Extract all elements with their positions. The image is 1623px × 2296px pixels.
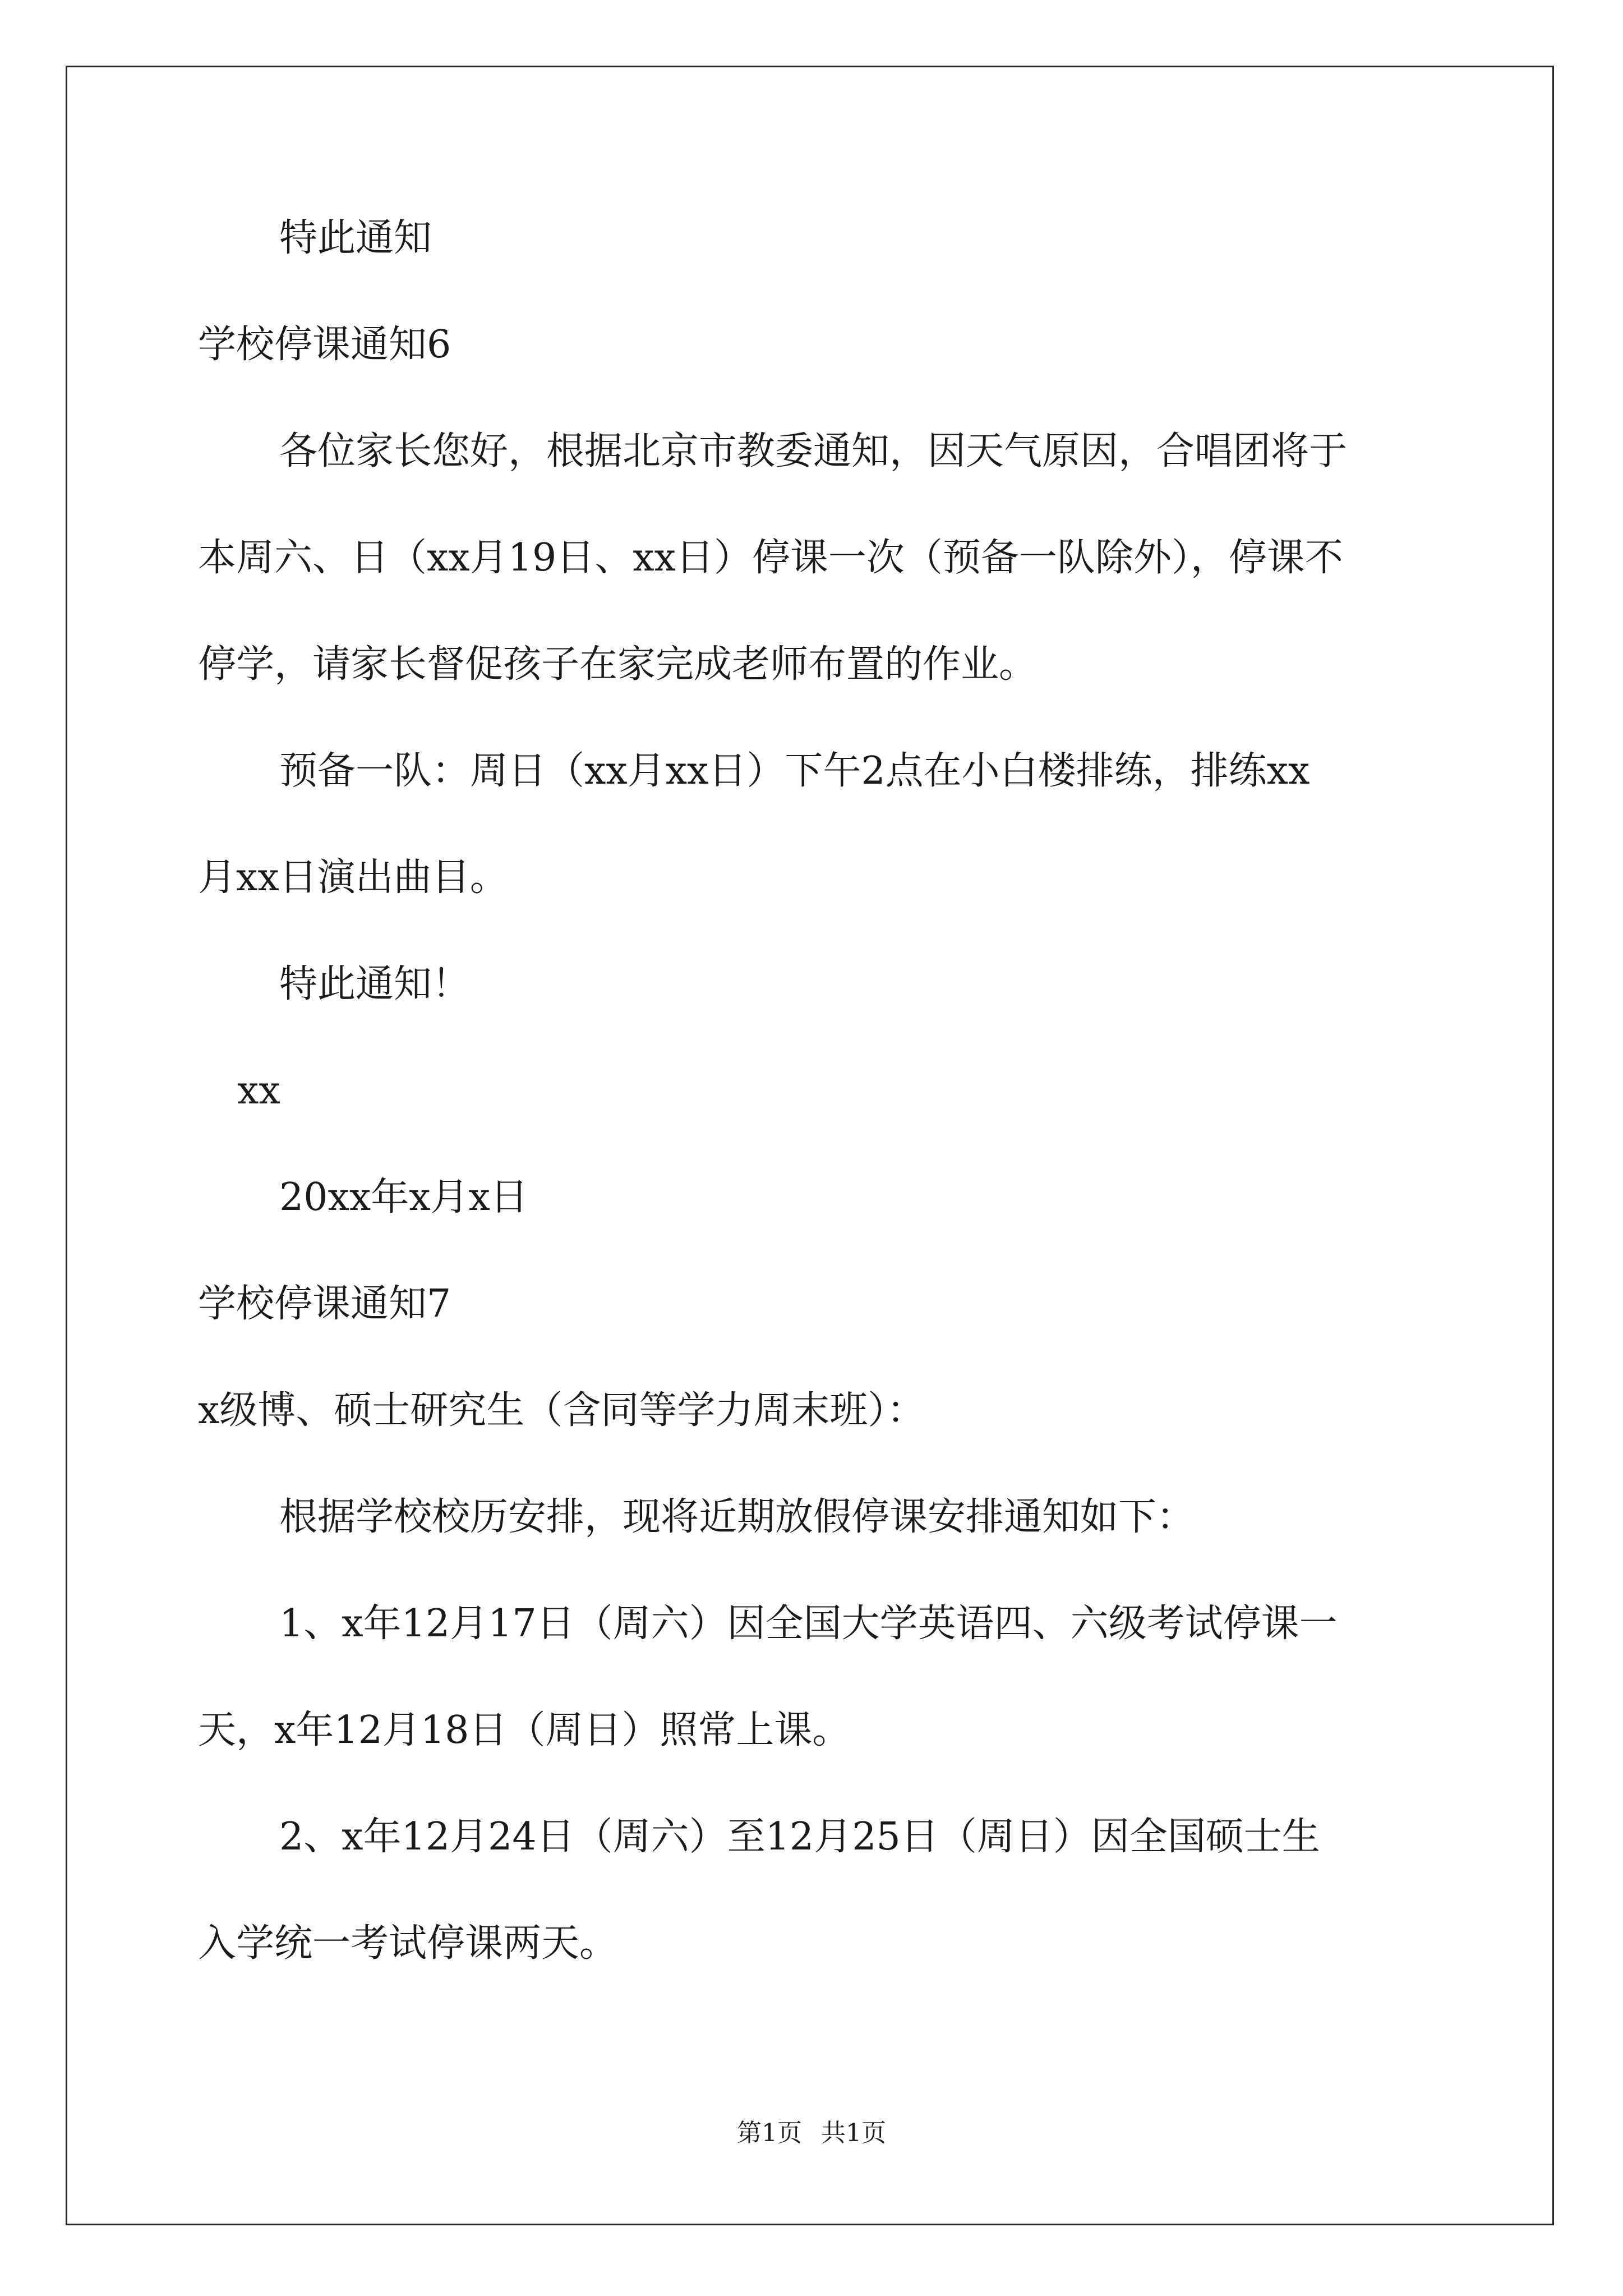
paragraph-line: 各位家长您好，根据北京市教委通知，因天气原因，合唱团将于 xyxy=(279,429,1348,473)
paragraph-line: 月xx日演出曲目。 xyxy=(198,855,508,900)
paragraph-line: 停学，请家长督促孩子在家完成老师布置的作业。 xyxy=(198,642,1038,687)
page-number: 第1页 xyxy=(737,2119,802,2147)
paragraph-line: 入学统一考试停课两天。 xyxy=(198,1921,618,1966)
paragraph-line: 本周六、日（xx月19日、xx日）停课一次（预备一队除外），停课不 xyxy=(198,536,1343,580)
section-heading: 学校停课通知7 xyxy=(198,1282,451,1326)
paragraph-line: 2、x年12月24日（周六）至12月25日（周日）因全国硕士生 xyxy=(279,1815,1320,1859)
closing-notice: 特此通知！ xyxy=(279,962,471,1006)
paragraph-line: 根据学校校历安排，现将近期放假停课安排通知如下： xyxy=(279,1495,1195,1539)
paragraph-line: 天，x年12月18日（周日）照常上课。 xyxy=(198,1708,851,1752)
date-line: 20xx年x月x日 xyxy=(279,1175,528,1220)
page-total: 共1页 xyxy=(821,2119,886,2147)
paragraph-line: 预备一队：周日（xx月xx日）下午2点在小白楼排练，排练xx xyxy=(279,749,1310,793)
signature: xx xyxy=(237,1069,280,1113)
paragraph-line: 1、x年12月17日（周六）因全国大学英语四、六级考试停课一 xyxy=(279,1602,1338,1646)
page-footer xyxy=(0,2118,1623,2149)
closing-notice: 特此通知 xyxy=(279,216,432,260)
page-border xyxy=(66,66,1554,2225)
section-heading: 学校停课通知6 xyxy=(198,323,451,367)
salutation: x级博、硕士研究生（含同等学力周末班）： xyxy=(198,1388,925,1433)
